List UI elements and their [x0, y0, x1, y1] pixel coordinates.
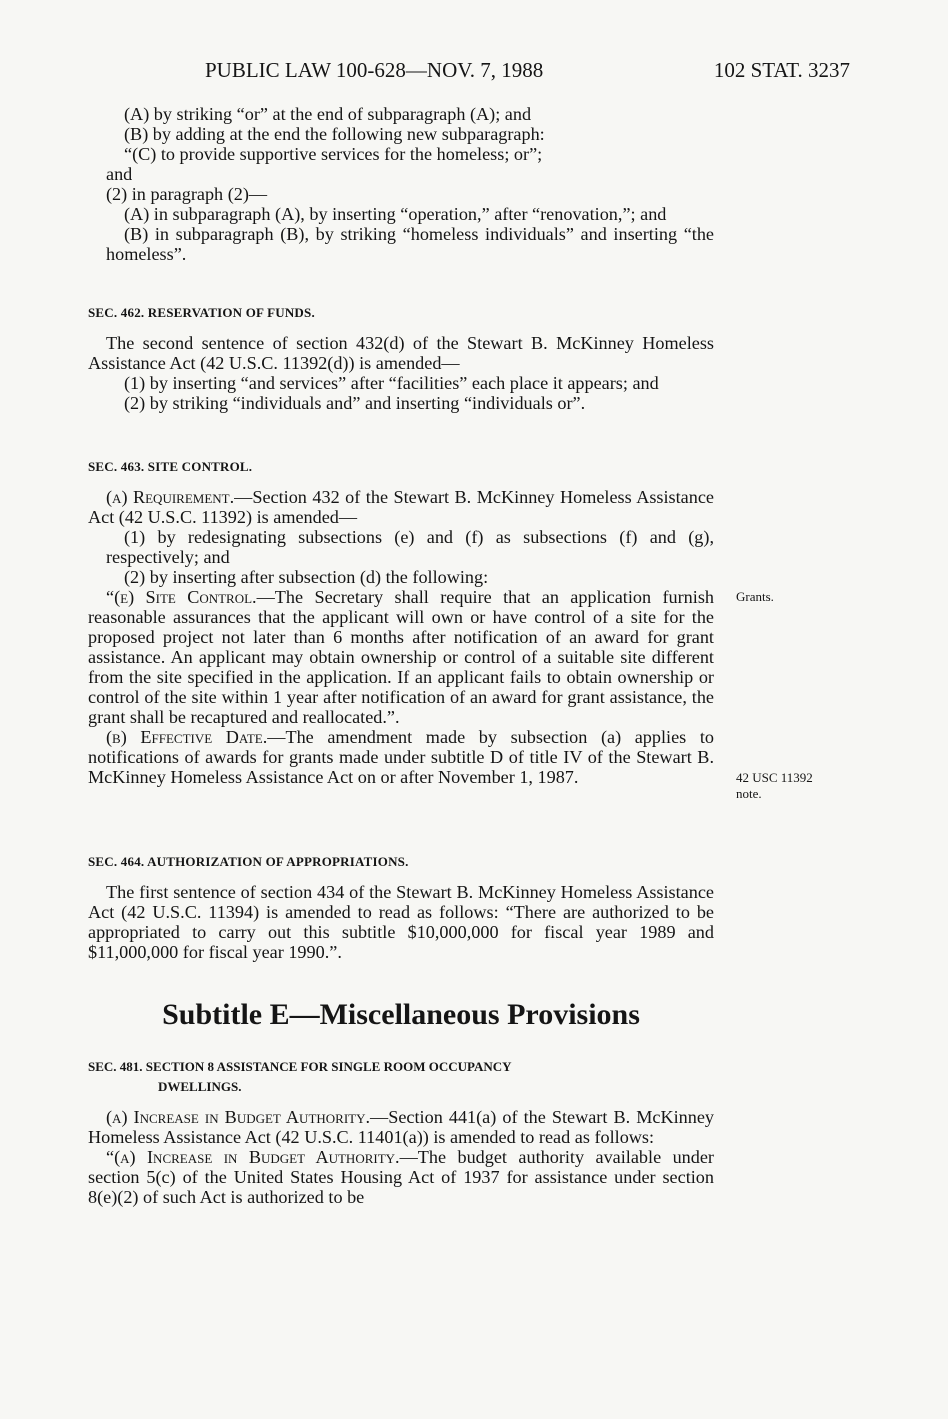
section-heading-line-2: DWELLINGS. — [158, 1079, 242, 1094]
subsection-e-label: “(e) Site Control. — [106, 587, 257, 607]
subsection-a-text: —Section 441(a) of the Stewart B. McKinney Homeless Assistance Act (42 U.S.C. 11401(a)) is amended to read as follows: — [88, 1107, 715, 1147]
margin-note-grants: Grants. — [736, 589, 774, 604]
section-heading: SEC. 463. SITE CONTROL. — [88, 459, 253, 474]
margin-note-usc — [736, 770, 813, 802]
paragraph-2-a: (A) in subparagraph (A), by inserting “operation,” after “renovation,”; and — [124, 204, 667, 224]
subsection-b — [88, 727, 714, 787]
section-heading: SEC. 462. RESERVATION OF FUNDS. — [88, 305, 315, 320]
quoted-subsection-a-text: —The budget authority available under section 5(c) of the United States Housing Act of 1937 for assistance under section 8(e)(2) of such Act is authorized to be — [88, 1147, 714, 1207]
statute-page-number: 102 STAT. 3237 — [713, 58, 850, 82]
subsection-b-label: (b) Effective Date. — [106, 727, 268, 747]
section-heading-line-1: SEC. 481. SECTION 8 ASSISTANCE FOR SINGLE ROOM OCCUPANCY — [88, 1059, 512, 1074]
section-heading — [88, 1057, 714, 1097]
subsection-a — [88, 487, 714, 527]
paragraph-2: (2) in paragraph (2)— — [106, 184, 268, 204]
section-462 — [88, 303, 714, 413]
section-text: The first sentence of section 434 of the Stewart B. McKinney Homeless Assistance Act (42 U.S.C. 11394) is amended to read as follows: “There are authorized to be appropriated to carry out this subtitle $10,000,000 for fiscal year 1989 and $11,000,000 for fiscal year 1990.”. — [88, 882, 714, 962]
subsection-a — [88, 1107, 714, 1147]
page-header — [88, 58, 850, 86]
clause-c-quote: “(C) to provide supportive services for the homeless; or”; — [124, 144, 543, 164]
subsection-a-text: —Section 432 of the Stewart B. McKinney Homeless Assistance Act (42 U.S.C. 11392) is amended— — [88, 487, 714, 527]
quoted-subsection-a-label: “(a) Increase in Budget Authority. — [106, 1147, 400, 1167]
subsection-e-text: —The Secretary shall require that an application furnish reasonable assurances that the applicant will own or have control of a site for the proposed project not later than 6 months after notification of an award for grant assistance. An applicant may obtain ownership or control of a suitable site different from the site specified in the application. If an applicant fails to obtain ownership or control of the site within 1 year after notification of an award for grant assistance, the grant shall be recaptured and reallocated.”. — [88, 587, 714, 727]
section-heading: SEC. 464. AUTHORIZATION OF APPROPRIATIONS. — [88, 854, 409, 869]
subtitle-heading: Subtitle E—Miscellaneous Provisions — [162, 998, 640, 1031]
clause-and: and — [106, 164, 133, 184]
section-463 — [88, 457, 714, 787]
subsection-a-label: (a) Requirement. — [106, 487, 235, 507]
subsection-a-label: (a) Increase in Budget Authority. — [106, 1107, 371, 1127]
section-item-1: (1) by redesignating subsections (e) and (f) as subsections (f) and (g), respectively; and — [106, 527, 714, 567]
section-intro: The second sentence of section 432(d) of the Stewart B. McKinney Homeless Assistance Act (42 U.S.C. 11392(d)) is amended— — [88, 333, 714, 373]
section-item-2: (2) by inserting after subsection (d) the following: — [124, 567, 489, 587]
inserted-subsection-e — [88, 587, 714, 727]
section-item-1: (1) by inserting “and services” after “facilities” each place it appears; and — [124, 373, 659, 393]
clause-a: (A) by striking “or” at the end of subparagraph (A); and — [124, 104, 532, 124]
clause-b: (B) by adding at the end the following new subparagraph: — [124, 124, 545, 144]
margin-note-usc-line-2: note. — [736, 786, 762, 801]
continuation-block — [88, 104, 714, 264]
margin-note-usc-line-1: 42 USC 11392 — [736, 770, 813, 785]
quoted-subsection-a — [88, 1147, 714, 1207]
subsection-b-text: —The amendment made by subsection (a) applies to notifications of awards for grants made under subtitle D of title IV of the Stewart B. McKinney Homeless Assistance Act on or after November 1, 1987. — [88, 727, 714, 787]
section-481 — [88, 1057, 714, 1207]
section-464 — [88, 852, 714, 962]
running-head: PUBLIC LAW 100-628—NOV. 7, 1988 — [205, 58, 544, 82]
section-item-2: (2) by striking “individuals and” and inserting “individuals or”. — [124, 393, 586, 413]
paragraph-2-b: (B) in subparagraph (B), by striking “homeless individuals” and inserting “the homeless”. — [106, 224, 714, 264]
